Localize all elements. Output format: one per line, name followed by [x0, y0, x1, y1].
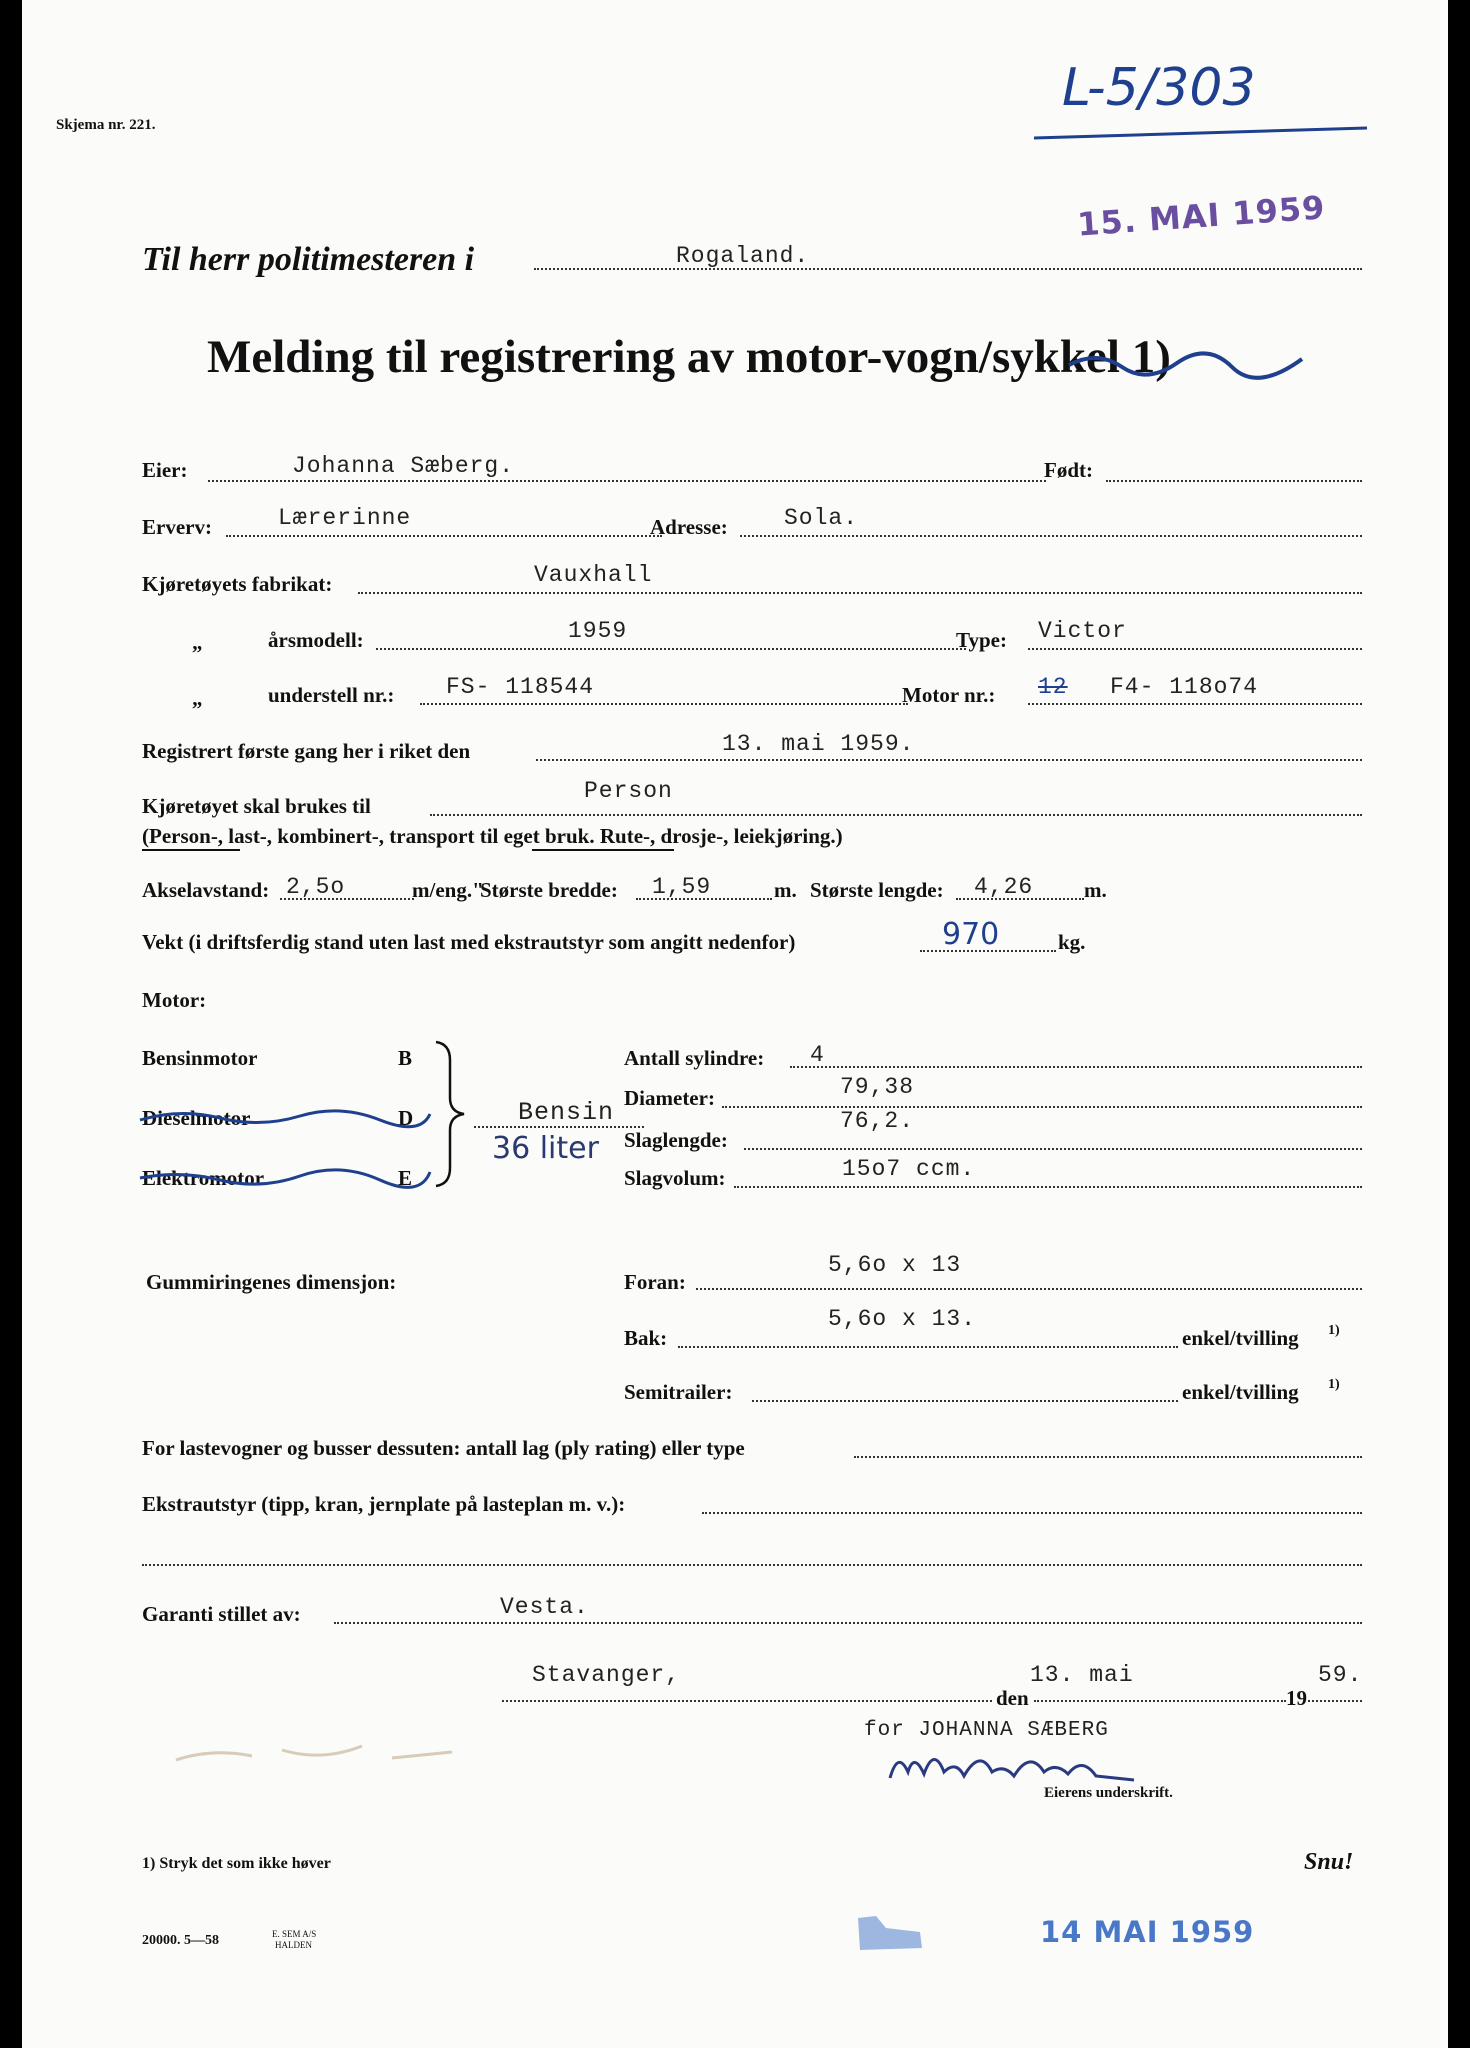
arsmodell-line — [376, 648, 966, 650]
sylindre-line — [790, 1066, 1362, 1068]
lastevogner-label: For lastevogner og busser dessuten: antall lag (ply rating) eller type — [142, 1436, 745, 1460]
fodt-line — [1106, 480, 1362, 482]
foran-line — [696, 1288, 1362, 1290]
foran-value: 5,6o x 13 — [828, 1252, 962, 1278]
motor-nr-struck: 12 — [1038, 674, 1068, 700]
motor-code-d: D — [398, 1106, 414, 1130]
eier-value: Johanna Sæberg. — [292, 453, 515, 479]
ekstrautstyr-line — [702, 1512, 1362, 1514]
slagvolum-label: Slagvolum: — [624, 1166, 726, 1190]
motor-brace — [432, 1040, 472, 1190]
ekstrautstyr-line-2 — [142, 1564, 1362, 1566]
bredde-value: 1,59 — [652, 874, 712, 900]
brukes-label: Kjøretøyet skal brukes til — [142, 794, 371, 818]
bak-label: Bak: — [624, 1326, 668, 1350]
type-label: Type: — [956, 628, 1007, 652]
arsmodell-label: årsmodell: — [268, 628, 364, 652]
signature-for-line: for JOHANNA SÆBERG — [864, 1719, 1109, 1742]
fabrikat-value: Vauxhall — [534, 562, 653, 588]
eier-line — [208, 480, 1046, 482]
understell-label: understell nr.: — [268, 683, 395, 707]
received-stamp: 15. MAI 1959 — [1075, 188, 1327, 244]
erverv-label: Erverv: — [142, 515, 212, 539]
printer-name: E. SEM A/S — [272, 1929, 317, 1939]
date-value: 13. mai — [1030, 1662, 1134, 1688]
place-value: Stavanger, — [532, 1662, 681, 1688]
bredde-unit: m. — [774, 878, 797, 902]
garanti-value: Vesta. — [500, 1594, 589, 1620]
type-value: Victor — [1038, 618, 1127, 644]
year-value: 59. — [1318, 1662, 1363, 1688]
diameter-value: 79,38 — [840, 1074, 915, 1100]
bredde-label: Største bredde: — [480, 878, 618, 902]
printer-code: 20000. 5—58 — [142, 1933, 219, 1948]
sylindre-value: 4 — [810, 1042, 825, 1068]
motor-type-elektro: Elektromotor — [142, 1166, 265, 1190]
vekt-label: Vekt (i driftsferdig stand uten last med ekstrautstyr som angitt nedenfor) — [142, 930, 796, 954]
adresse-label: Adresse: — [650, 515, 728, 539]
slagvolum-line — [734, 1186, 1362, 1188]
slaglengde-line — [744, 1148, 1362, 1150]
document-page — [22, 0, 1448, 2048]
akselavstand-label: Akselavstand: — [142, 878, 270, 902]
semitrailer-line — [752, 1400, 1178, 1402]
slagvolum-value: 15o7 ccm. — [842, 1156, 976, 1182]
bottom-stamp-smudge — [856, 1914, 926, 1954]
slaglengde-label: Slaglengde: — [624, 1128, 728, 1152]
motor-type-strikeouts — [140, 1100, 440, 1190]
motor-nr-line — [1028, 703, 1362, 705]
erverv-line — [226, 535, 662, 537]
vekt-unit: kg. — [1058, 930, 1086, 954]
pencil-marks — [172, 1734, 472, 1774]
adresse-value: Sola. — [784, 505, 859, 531]
arsmodell-value: 1959 — [568, 618, 628, 644]
registrert-value: 13. mai 1959. — [722, 731, 915, 757]
addressee-line — [534, 268, 1362, 270]
case-number-underline — [1032, 124, 1372, 144]
form-number: Skjema nr. 221. — [56, 117, 156, 133]
fabrikat-line — [358, 592, 1362, 594]
understell-line — [420, 703, 908, 705]
eier-label: Eier: — [142, 458, 188, 482]
brukes-line — [430, 814, 1362, 816]
footnote: 1) Stryk det som ikke høver — [142, 1855, 331, 1872]
garanti-line — [334, 1622, 1362, 1624]
bak-value: 5,6o x 13. — [828, 1306, 977, 1332]
place-line — [502, 1700, 992, 1702]
title-strikeout — [1067, 345, 1307, 385]
ekstrautstyr-label: Ekstrautstyr (tipp, kran, jernplate på lasteplan m. v.): — [142, 1492, 626, 1516]
semitrailer-footnote-mark: 1) — [1328, 1377, 1340, 1392]
motor-type-bensin: Bensinmotor — [142, 1046, 258, 1070]
lengde-value: 4,26 — [974, 874, 1034, 900]
slaglengde-value: 76,2. — [840, 1108, 915, 1134]
ditto-mark-1: „ — [192, 630, 203, 654]
semitrailer-label: Semitrailer: — [624, 1380, 733, 1404]
motor-nr-label: Motor nr.: — [902, 683, 996, 707]
motor-code-e: E — [398, 1166, 413, 1190]
lastevogner-line — [854, 1456, 1362, 1458]
fodt-label: Født: — [1044, 458, 1093, 482]
registrert-label: Registrert første gang her i riket den — [142, 739, 471, 763]
vekt-value: 970 — [942, 917, 1000, 952]
bak-line — [678, 1346, 1178, 1348]
addressee-value: Rogaland. — [676, 243, 810, 269]
motor-code-b: B — [398, 1046, 413, 1070]
foran-label: Foran: — [624, 1270, 686, 1294]
erverv-value: Lærerinne — [278, 505, 412, 531]
diameter-label: Diameter: — [624, 1086, 715, 1110]
date-line — [1034, 1700, 1286, 1702]
bak-enkel-tvilling: enkel/tvilling — [1182, 1326, 1299, 1350]
fuel-value: Bensin — [518, 1098, 615, 1127]
den-label: den — [996, 1686, 1029, 1710]
adresse-line — [740, 535, 1362, 537]
form-title: Melding til registrering av motor-vogn/sykkel 1) — [207, 331, 1171, 383]
ditto-mark-2: „ — [192, 686, 203, 710]
lengde-label: Største lengde: — [810, 878, 944, 902]
addressee-label: Til herr politimesteren i — [142, 241, 475, 278]
diameter-line — [722, 1106, 1362, 1108]
bottom-date-stamp: 14 MAI 1959 — [1040, 1915, 1255, 1949]
snu-label: Snu! — [1304, 1849, 1354, 1875]
sylindre-label: Antall sylindre: — [624, 1046, 765, 1070]
lengde-unit: m. — [1084, 878, 1107, 902]
bak-footnote-mark: 1) — [1328, 1323, 1340, 1338]
brukes-options: (Person-, last-, kombinert-, transport til eget bruk. Rute-, drosje-, leiekjøring.) — [142, 824, 843, 848]
year-line — [1308, 1700, 1362, 1702]
motor-type-diesel: Dieselmotor — [142, 1106, 251, 1130]
case-number-handwritten: L-5/303 — [1062, 58, 1256, 118]
tank-handwritten: 36 liter — [492, 1131, 599, 1166]
signature-caption: Eierens underskrift. — [1044, 1785, 1173, 1801]
garanti-label: Garanti stillet av: — [142, 1602, 301, 1626]
brukes-underlines — [142, 846, 862, 856]
type-line — [1028, 648, 1362, 650]
motor-nr-value: F4- 118o74 — [1110, 674, 1259, 700]
tyres-label: Gummiringenes dimensjon: — [146, 1270, 397, 1294]
semitrailer-enkel-tvilling: enkel/tvilling — [1182, 1380, 1299, 1404]
fabrikat-label: Kjøretøyets fabrikat: — [142, 572, 333, 596]
registrert-line — [536, 759, 1362, 761]
akselavstand-unit: m/eng." — [412, 878, 484, 902]
understell-value: FS- 118544 — [446, 674, 595, 700]
printer-city: HALDEN — [275, 1940, 312, 1950]
brukes-value: Person — [584, 778, 673, 804]
motor-label: Motor: — [142, 988, 207, 1012]
akselavstand-value: 2,5o — [286, 874, 346, 900]
year-prefix: 19 — [1286, 1686, 1307, 1710]
